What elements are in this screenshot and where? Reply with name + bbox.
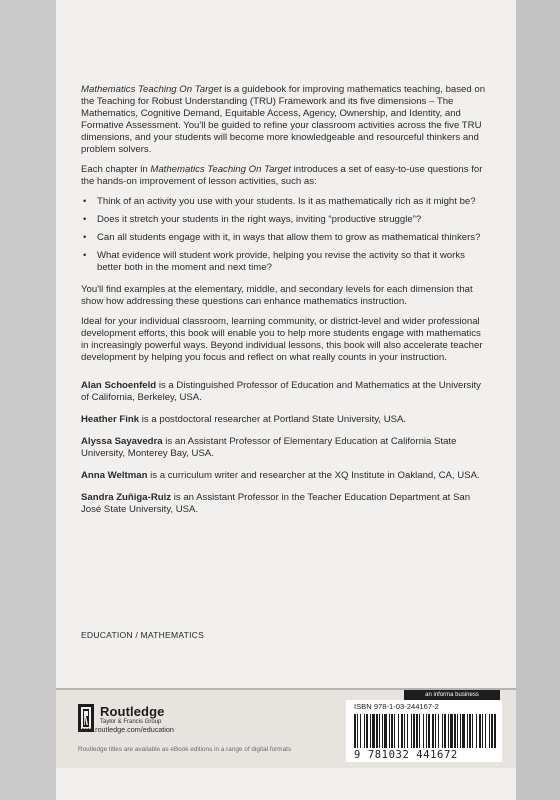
chapters-title-italic: Mathematics Teaching On Target bbox=[150, 164, 291, 175]
subject-category: EDUCATION / MATHEMATICS bbox=[81, 630, 205, 640]
question-list bbox=[81, 196, 486, 274]
barcode-icon bbox=[354, 714, 496, 748]
author-name: Heather Fink bbox=[81, 414, 140, 425]
examples-paragraph: You'll find examples at the elementary, middle, and secondary levels for each dimension that show how addressing these questions can enhance mathematics instruction. bbox=[81, 284, 473, 307]
page-edge bbox=[516, 0, 560, 800]
ebook-note: Routledge titles are available as eBook editions in a range of digital formats bbox=[78, 746, 292, 753]
author-bio-text: is an Assistant Professor of Elementary Education at California State University, Monterey Bay, USA. bbox=[81, 436, 457, 459]
author-bio-text: is a curriculum writer and researcher at the XQ Institute in Oakland, CA, USA. bbox=[147, 470, 480, 481]
list-item: • What evidence will student work provide, helping you revise the activity so that it works better both in the moment and next time? bbox=[81, 250, 486, 274]
author-bio-text: is a Distinguished Professor of Education and Mathematics at the University of California, Berkeley, USA. bbox=[81, 380, 481, 403]
author-name: Alan Schoenfeld bbox=[81, 380, 157, 391]
chapters-paragraph bbox=[81, 164, 486, 188]
chapters-prefix: Each chapter in bbox=[81, 164, 151, 175]
author-bio bbox=[81, 470, 486, 482]
author-bios bbox=[81, 380, 486, 516]
publisher-group: Taylor & Francis Group bbox=[100, 719, 162, 725]
intro-text: is a guidebook for improving mathematics teaching, based on the Teaching for Robust Understanding (TRU) Framework and its five dimensions – The Mathematics, Cognitive Demand, Equitable Access, Agency, Ownership, and Identity, and Formative Assessment. You'll be guided to refine your classroom activities across the five TRU dimensions, and your students will become more knowledgeable and resourceful thinkers and problem solvers. bbox=[81, 84, 486, 155]
barcode-panel bbox=[346, 700, 502, 762]
book-title-italic: Mathematics Teaching On Target bbox=[81, 84, 222, 95]
chapters-suffix: introduces a set of easy-to-use questions for the hands-on improvement of lesson activities, such as: bbox=[81, 164, 483, 187]
list-item: • Can all students engage with it, in ways that allow them to grow as mathematical thinkers? bbox=[81, 232, 486, 244]
list-item: • Think of an activity you use with your students. Is it as mathematically rich as it might be? bbox=[81, 196, 486, 208]
author-name: Anna Weltman bbox=[81, 470, 148, 481]
publisher-band bbox=[56, 688, 516, 768]
author-name: Alyssa Sayavedra bbox=[81, 436, 163, 447]
list-item: • Does it stretch your students in the right ways, inviting “productive struggle”? bbox=[81, 214, 486, 226]
author-bio-text: is an Assistant Professor in the Teacher Education Department at San José State University, USA. bbox=[81, 492, 471, 515]
author-bio bbox=[81, 414, 486, 426]
author-bio-text: is a postdoctoral researcher at Portland State University, USA. bbox=[139, 414, 407, 425]
informa-tag: an informa business bbox=[404, 690, 500, 700]
ideal-paragraph: Ideal for your individual classroom, learning community, or district-level and wider professional development efforts, this book will enable you to help more students engage with mathematics in increasingly powerful ways. Beyond individual lessons, this book will also accelerate teacher development by helping you focus and reflect on what really counts in your instruction. bbox=[81, 316, 483, 363]
author-name: Sandra Zuñiga-Ruiz bbox=[81, 492, 172, 503]
publisher-name: Routledge bbox=[100, 704, 165, 719]
author-bio bbox=[81, 492, 486, 516]
blurb bbox=[81, 84, 486, 526]
barcode-number: 9 781032 441672 bbox=[354, 749, 458, 761]
author-bio bbox=[81, 436, 486, 460]
author-bio bbox=[81, 380, 486, 404]
back-cover bbox=[56, 0, 516, 800]
isbn-label: ISBN 978-1-03-244167-2 bbox=[354, 702, 439, 711]
publisher-url: www.routledge.com/education bbox=[78, 725, 174, 734]
intro-paragraph bbox=[81, 84, 486, 156]
